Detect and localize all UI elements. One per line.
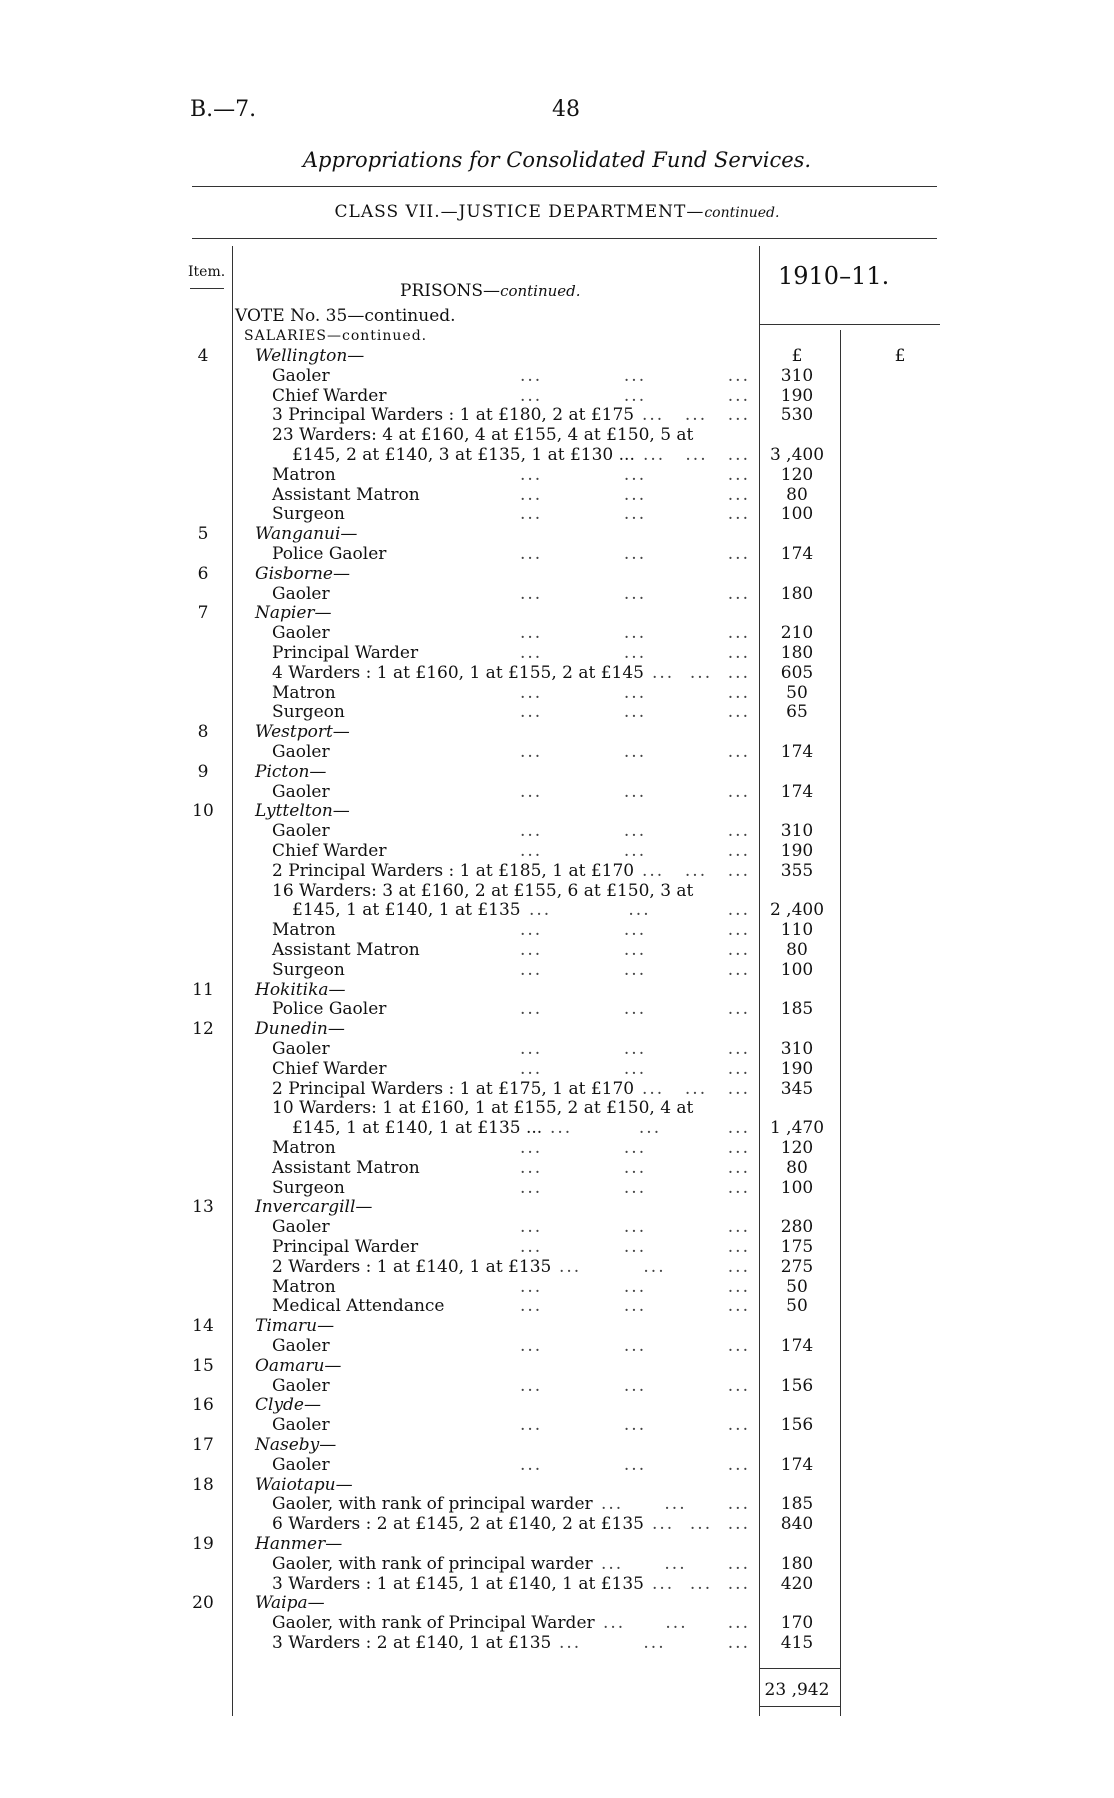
currency-symbol-col2: £ — [894, 346, 906, 366]
leader-dots: ... ... ... — [520, 1059, 750, 1079]
location-name: Westport— — [255, 722, 350, 742]
post-description: Surgeon — [272, 504, 345, 524]
class-heading-text: CLASS VII.—JUSTICE DEPARTMENT— — [334, 202, 705, 222]
post-description: Gaoler — [272, 1217, 330, 1237]
grand-total: 23 ,942 — [764, 1680, 830, 1700]
page-reference: B.—7. — [190, 97, 257, 122]
table-row — [0, 1158, 1114, 1178]
amount-cell: 415 — [780, 1633, 814, 1653]
table-row — [0, 1514, 1114, 1534]
item-number: 11 — [192, 980, 214, 1000]
table-row — [0, 940, 1114, 960]
location-name: Picton— — [255, 762, 327, 782]
leader-dots: ... ... ... — [520, 465, 750, 485]
amount-cell: 80 — [786, 1158, 808, 1178]
vote-row — [0, 306, 1114, 326]
leader-dots: ... ... ... — [601, 1494, 750, 1514]
year-column-header: 1910–11. — [778, 262, 890, 290]
post-description: Surgeon — [272, 702, 345, 722]
post-description: Surgeon — [272, 960, 345, 980]
amount-cell: 110 — [780, 920, 814, 940]
location-name: Timaru— — [255, 1316, 335, 1336]
table-row — [0, 1178, 1114, 1198]
leader-dots: ... ... ... — [642, 861, 750, 881]
location-name: Hokitika— — [255, 980, 346, 1000]
item-number: 19 — [192, 1534, 214, 1554]
location-row — [0, 1593, 1114, 1613]
amount-cell: 50 — [786, 1277, 808, 1297]
amount-cell: 530 — [780, 405, 814, 425]
leader-dots: ... ... ... — [520, 1039, 750, 1059]
leader-dots: ... ... ... — [603, 1613, 750, 1633]
section-heading-suffix: continued. — [500, 282, 581, 300]
salaries-label: SALARIES—continued. — [244, 328, 428, 344]
item-number: 6 — [197, 564, 209, 584]
table-row — [0, 1039, 1114, 1059]
item-number: 15 — [192, 1356, 214, 1376]
post-description: Gaoler, with rank of principal warder — [272, 1554, 593, 1574]
amount-cell: 190 — [780, 1059, 814, 1079]
location-row — [0, 762, 1114, 782]
table-row — [0, 1118, 1114, 1138]
leader-dots: ... ... ... — [520, 1178, 750, 1198]
table-row — [0, 1277, 1114, 1297]
post-description: Surgeon — [272, 1178, 345, 1198]
section-heading — [400, 281, 581, 301]
leader-dots: ... ... ... — [643, 445, 750, 465]
post-description: £145, 1 at £140, 1 at £135 — [292, 900, 521, 920]
table-row — [0, 663, 1114, 683]
table-row — [0, 1554, 1114, 1574]
amount-cell: 280 — [780, 1217, 814, 1237]
amount-cell: 50 — [786, 1296, 808, 1316]
leader-dots: ... ... ... — [520, 504, 750, 524]
location-name: Gisborne— — [255, 564, 350, 584]
leader-dots: ... ... ... — [559, 1633, 750, 1653]
post-description: Assistant Matron — [272, 1158, 420, 1178]
post-description: Matron — [272, 683, 336, 703]
leader-dots: ... ... ... — [520, 1376, 750, 1396]
location-name: Invercargill— — [255, 1197, 373, 1217]
page-number: 48 — [552, 97, 580, 122]
table-row — [0, 861, 1114, 881]
leader-dots: ... ... ... — [520, 544, 750, 564]
post-description: Gaoler — [272, 1336, 330, 1356]
location-row — [0, 1534, 1114, 1554]
post-description: Principal Warder — [272, 1237, 419, 1257]
amount-cell: 80 — [786, 485, 808, 505]
post-description: 3 Principal Warders : 1 at £180, 2 at £175 — [272, 405, 635, 425]
post-description: Gaoler, with rank of Principal Warder — [272, 1613, 595, 1633]
table-row — [0, 900, 1114, 920]
location-row — [0, 1435, 1114, 1455]
amount-cell: 174 — [780, 1336, 814, 1356]
leader-dots: ... ... ... — [520, 1455, 750, 1475]
section-heading-text: PRISONS— — [400, 281, 501, 301]
table-row — [0, 1059, 1114, 1079]
location-name: Wanganui— — [255, 524, 358, 544]
location-name: Naseby— — [255, 1435, 337, 1455]
leader-dots: ... ... ... — [520, 1415, 750, 1435]
amount-cell: 80 — [786, 940, 808, 960]
location-row — [0, 980, 1114, 1000]
table-row — [0, 1494, 1114, 1514]
post-description: 3 Warders : 2 at £140, 1 at £135 — [272, 1633, 552, 1653]
page-subtitle: Appropriations for Consolidated Fund Services. — [302, 148, 812, 172]
leader-dots: ... ... ... — [520, 742, 750, 762]
table-row — [0, 445, 1114, 465]
leader-dots: ... ... ... — [520, 999, 750, 1019]
item-number: 17 — [192, 1435, 214, 1455]
amount-cell: 100 — [780, 504, 814, 524]
leader-dots: ... ... ... — [520, 584, 750, 604]
post-description: 10 Warders: 1 at £160, 1 at £155, 2 at £150, 4 at — [272, 1098, 694, 1118]
post-description: Gaoler — [272, 584, 330, 604]
post-description: 23 Warders: 4 at £160, 4 at £155, 4 at £150, 5 at — [272, 425, 694, 445]
total-underline — [760, 1706, 840, 1707]
amount-cell: 185 — [780, 1494, 814, 1514]
post-description: Gaoler — [272, 623, 330, 643]
amount-cell: 190 — [780, 841, 814, 861]
table-row — [0, 465, 1114, 485]
amount-cell: 65 — [786, 702, 808, 722]
location-name: Lyttelton— — [255, 801, 350, 821]
table-row — [0, 1296, 1114, 1316]
table-row — [0, 1257, 1114, 1277]
amount-cell: 275 — [780, 1257, 814, 1277]
class-heading — [0, 202, 1114, 223]
class-rule — [192, 238, 937, 239]
post-description: Chief Warder — [272, 1059, 387, 1079]
location-row — [0, 1197, 1114, 1217]
leader-dots: ... ... ... — [550, 1118, 750, 1138]
top-rule — [192, 186, 937, 187]
vote-label: VOTE No. 35—continued. — [235, 306, 456, 326]
amount-cell: 174 — [780, 1455, 814, 1475]
class-heading-suffix: continued. — [704, 205, 780, 221]
post-description: 16 Warders: 3 at £160, 2 at £155, 6 at £150, 3 at — [272, 881, 694, 901]
amount-cell: 310 — [780, 821, 814, 841]
amount-cell: 310 — [780, 1039, 814, 1059]
amount-cell: 100 — [780, 960, 814, 980]
item-number: 7 — [197, 603, 209, 623]
table-row — [0, 1376, 1114, 1396]
table-row — [0, 1415, 1114, 1435]
table-row — [0, 425, 1114, 445]
table-row — [0, 1217, 1114, 1237]
table-row — [0, 1455, 1114, 1475]
item-number: 4 — [197, 346, 209, 366]
location-row — [0, 722, 1114, 742]
table-row — [0, 366, 1114, 386]
item-header-underline — [190, 288, 224, 289]
table-row — [0, 841, 1114, 861]
amount-cell: 180 — [780, 584, 814, 604]
location-row — [0, 1356, 1114, 1376]
leader-dots: ... ... ... — [520, 920, 750, 940]
leader-dots: ... ... ... — [520, 1336, 750, 1356]
leader-dots: ... ... ... — [652, 1514, 750, 1534]
leader-dots: ... ... ... — [652, 663, 750, 683]
item-number: 12 — [192, 1019, 214, 1039]
location-name: Waiotapu— — [255, 1475, 353, 1495]
amount-cell: 180 — [780, 1554, 814, 1574]
amount-cell: 174 — [780, 544, 814, 564]
table-row — [0, 821, 1114, 841]
leader-dots: ... ... ... — [520, 386, 750, 406]
post-description: 2 Warders : 1 at £140, 1 at £135 — [272, 1257, 552, 1277]
amount-cell: 100 — [780, 1178, 814, 1198]
leader-dots: ... ... ... — [520, 1138, 750, 1158]
salaries-row — [0, 326, 1114, 346]
table-row — [0, 742, 1114, 762]
post-description: £145, 1 at £140, 1 at £135 ... — [292, 1118, 543, 1138]
post-description: Police Gaoler — [272, 999, 387, 1019]
post-description: Gaoler — [272, 1415, 330, 1435]
post-description: Assistant Matron — [272, 940, 420, 960]
table-row — [0, 1138, 1114, 1158]
post-description: Police Gaoler — [272, 544, 387, 564]
table-row — [0, 623, 1114, 643]
amount-cell: 355 — [780, 861, 814, 881]
leader-dots: ... ... ... — [520, 960, 750, 980]
post-description: 2 Principal Warders : 1 at £185, 1 at £170 — [272, 861, 635, 881]
table-row — [0, 960, 1114, 980]
leader-dots: ... ... ... — [520, 702, 750, 722]
location-name: Wellington— — [255, 346, 365, 366]
item-number: 10 — [192, 801, 214, 821]
table-row — [0, 386, 1114, 406]
post-description: 2 Principal Warders : 1 at £175, 1 at £170 — [272, 1079, 635, 1099]
location-row — [0, 603, 1114, 623]
table-row — [0, 504, 1114, 524]
table-row — [0, 1336, 1114, 1356]
amount-cell: 210 — [780, 623, 814, 643]
table-row — [0, 405, 1114, 425]
leader-dots: ... ... ... — [520, 1277, 750, 1297]
post-description: Gaoler — [272, 821, 330, 841]
leader-dots: ... ... ... — [642, 405, 750, 425]
table-row — [0, 1633, 1114, 1653]
post-description: Gaoler — [272, 366, 330, 386]
table-row — [0, 1098, 1114, 1118]
amount-cell: 420 — [780, 1574, 814, 1594]
location-name: Hanmer— — [255, 1534, 343, 1554]
location-row — [0, 1475, 1114, 1495]
currency-symbol-col1: £ — [791, 346, 803, 366]
amount-cell: 310 — [780, 366, 814, 386]
location-row — [0, 346, 1114, 366]
amount-cell: 174 — [780, 742, 814, 762]
location-row — [0, 1395, 1114, 1415]
post-description: 6 Warders : 2 at £145, 2 at £140, 2 at £135 — [272, 1514, 644, 1534]
amount-cell: 3 ,400 — [769, 445, 825, 465]
amount-cell: 170 — [780, 1613, 814, 1633]
item-number: 20 — [192, 1593, 214, 1613]
amount-cell: 185 — [780, 999, 814, 1019]
table-row — [0, 1237, 1114, 1257]
leader-dots: ... ... ... — [520, 1217, 750, 1237]
table-row — [0, 702, 1114, 722]
amount-cell: 2 ,400 — [769, 900, 825, 920]
amount-cell: 1 ,470 — [769, 1118, 825, 1138]
post-description: Gaoler — [272, 1039, 330, 1059]
leader-dots: ... ... ... — [529, 900, 750, 920]
leader-dots: ... ... ... — [520, 366, 750, 386]
location-row — [0, 524, 1114, 544]
item-number: 5 — [197, 524, 209, 544]
post-description: Matron — [272, 1277, 336, 1297]
amount-cell: 175 — [780, 1237, 814, 1257]
leader-dots: ... ... ... — [520, 485, 750, 505]
leader-dots: ... ... ... — [520, 623, 750, 643]
post-description: Medical Attendance — [272, 1296, 445, 1316]
leader-dots: ... ... ... — [559, 1257, 750, 1277]
item-number: 8 — [197, 722, 209, 742]
post-description: Matron — [272, 465, 336, 485]
item-number: 14 — [192, 1316, 214, 1336]
location-name: Waipa— — [255, 1593, 325, 1613]
post-description: 4 Warders : 1 at £160, 1 at £155, 2 at £145 — [272, 663, 644, 683]
table-row — [0, 1574, 1114, 1594]
amount-cell: 156 — [780, 1415, 814, 1435]
post-description: Gaoler, with rank of principal warder — [272, 1494, 593, 1514]
leader-dots: ... ... ... — [520, 1296, 750, 1316]
post-description: Gaoler — [272, 742, 330, 762]
table-row — [0, 782, 1114, 802]
post-description: Chief Warder — [272, 841, 387, 861]
table-row — [0, 999, 1114, 1019]
table-row — [0, 1613, 1114, 1633]
location-name: Clyde— — [255, 1395, 321, 1415]
post-description: Matron — [272, 1138, 336, 1158]
table-row — [0, 643, 1114, 663]
table-row — [0, 683, 1114, 703]
leader-dots: ... ... ... — [520, 841, 750, 861]
location-row — [0, 1019, 1114, 1039]
amount-cell: 156 — [780, 1376, 814, 1396]
post-description: Matron — [272, 920, 336, 940]
item-number: 9 — [197, 762, 209, 782]
leader-dots: ... ... ... — [520, 821, 750, 841]
table-row — [0, 1079, 1114, 1099]
post-description: Gaoler — [272, 1455, 330, 1475]
leader-dots: ... ... ... — [520, 782, 750, 802]
amount-cell: 180 — [780, 643, 814, 663]
leader-dots: ... ... ... — [520, 683, 750, 703]
location-name: Oamaru— — [255, 1356, 342, 1376]
post-description: Assistant Matron — [272, 485, 420, 505]
leader-dots: ... ... ... — [520, 940, 750, 960]
table-row — [0, 881, 1114, 901]
location-row — [0, 1316, 1114, 1336]
table-row — [0, 920, 1114, 940]
amount-cell: 190 — [780, 386, 814, 406]
post-description: Principal Warder — [272, 643, 419, 663]
location-row — [0, 564, 1114, 584]
table-row — [0, 485, 1114, 505]
amount-cell: 174 — [780, 782, 814, 802]
item-number: 16 — [192, 1395, 214, 1415]
item-number: 18 — [192, 1475, 214, 1495]
post-description: Gaoler — [272, 1376, 330, 1396]
amount-cell: 605 — [780, 663, 814, 683]
amount-cell: 120 — [780, 1138, 814, 1158]
post-description: 3 Warders : 1 at £145, 1 at £140, 1 at £135 — [272, 1574, 644, 1594]
location-name: Napier— — [255, 603, 332, 623]
leader-dots: ... ... ... — [652, 1574, 750, 1594]
item-column-header: Item. — [188, 264, 226, 280]
item-number: 13 — [192, 1197, 214, 1217]
location-row — [0, 801, 1114, 821]
leader-dots: ... ... ... — [520, 1158, 750, 1178]
location-name: Dunedin— — [255, 1019, 345, 1039]
amount-cell: 50 — [786, 683, 808, 703]
table-row — [0, 584, 1114, 604]
leader-dots: ... ... ... — [520, 1237, 750, 1257]
leader-dots: ... ... ... — [601, 1554, 750, 1574]
table-row — [0, 544, 1114, 564]
post-description: Chief Warder — [272, 386, 387, 406]
amount-cell: 120 — [780, 465, 814, 485]
post-description: £145, 2 at £140, 3 at £135, 1 at £130 ... — [292, 445, 635, 465]
leader-dots: ... ... ... — [642, 1079, 750, 1099]
amount-cell: 840 — [780, 1514, 814, 1534]
leader-dots: ... ... ... — [520, 643, 750, 663]
total-rule — [760, 1668, 840, 1669]
post-description: Gaoler — [272, 782, 330, 802]
amount-cell: 345 — [780, 1079, 814, 1099]
